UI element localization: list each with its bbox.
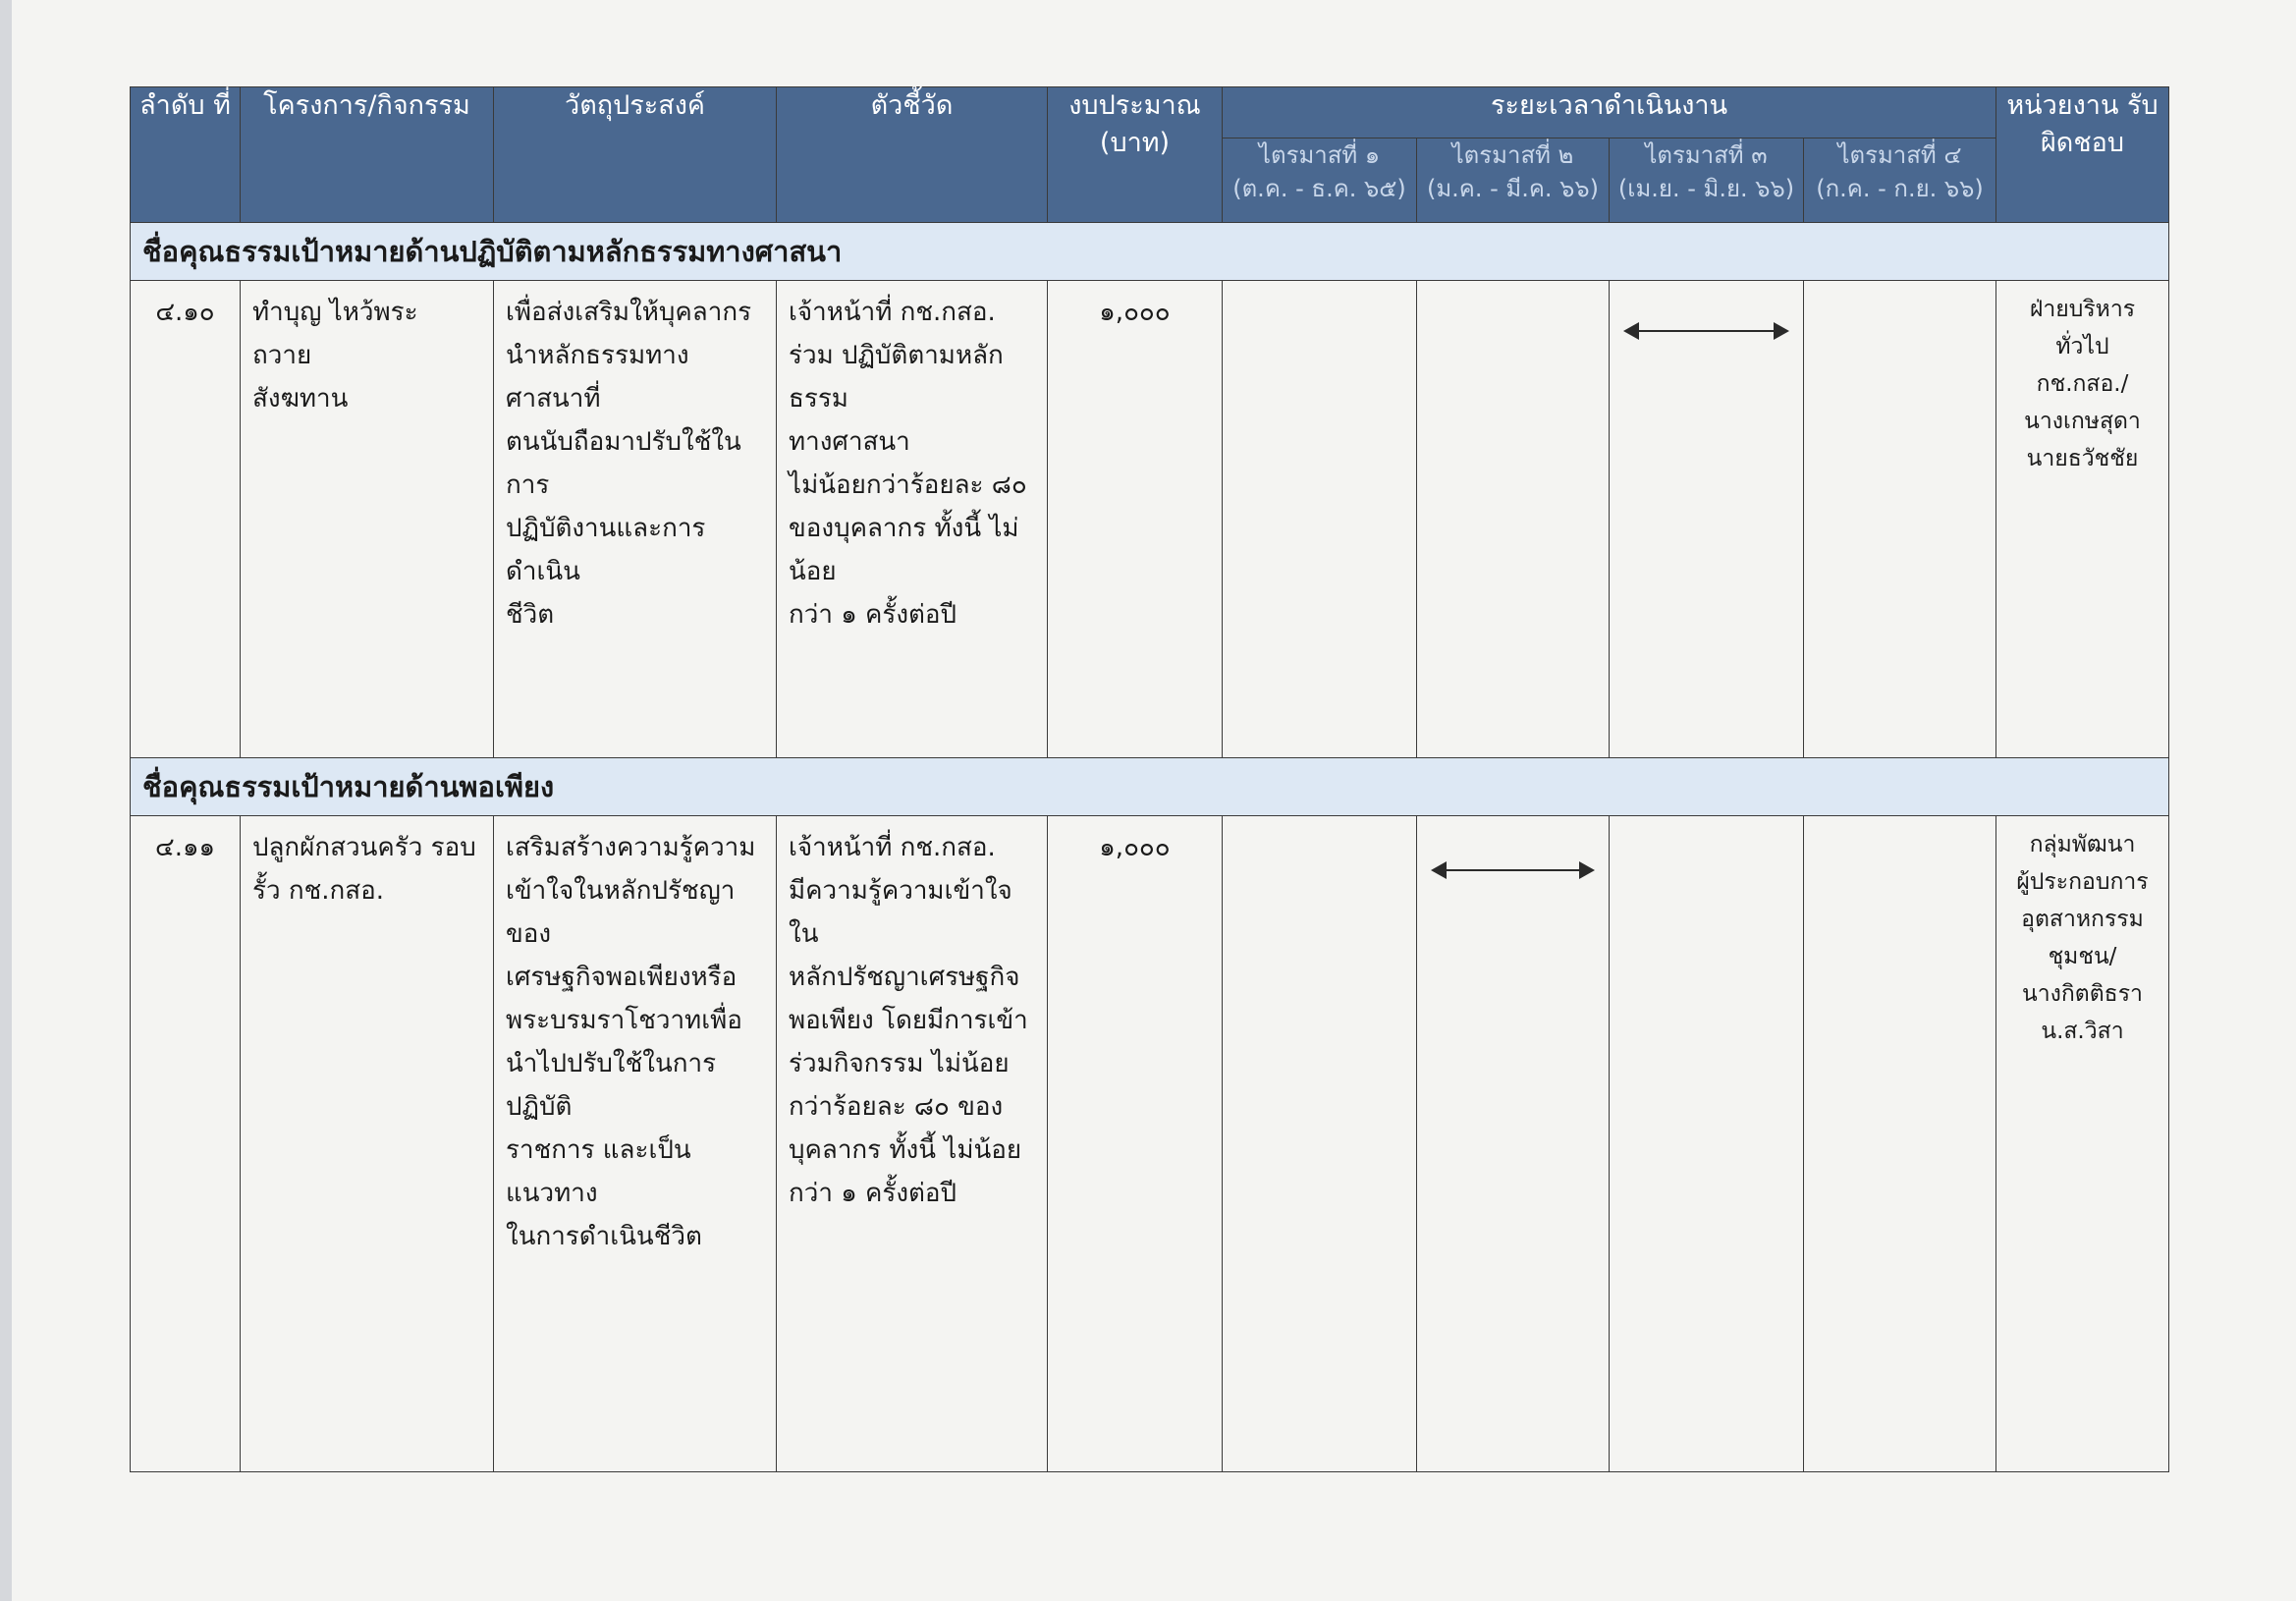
text-line: ตนนับถือมาปรับใช้ในการ — [506, 427, 741, 500]
quarter-1-range: (ต.ค. - ธ.ค. ๖๕) — [1232, 175, 1406, 202]
row-unit — [1996, 281, 2169, 758]
text-line: กว่าร้อยละ ๘๐ ของ — [789, 1092, 1004, 1122]
text-line: นายธวัชชัย — [2026, 446, 2139, 471]
text-line: เสริมสร้างความรู้ความ — [506, 833, 756, 862]
quarter-4-range: (ก.ค. - ก.ย. ๖๖) — [1816, 175, 1984, 202]
text-line: ผู้ประกอบการ — [2016, 869, 2149, 895]
header-no: ลำดับ ที่ — [131, 87, 241, 223]
text-line: ปลูกผักสวนครัว รอบ — [252, 833, 476, 862]
quarter-cell — [1610, 816, 1804, 1472]
text-line: กว่า ๑ ครั้งต่อปี — [789, 600, 957, 630]
timeline-arrow-icon — [1433, 869, 1593, 871]
text-line: เจ้าหน้าที่ กช.กสอ. — [789, 833, 996, 862]
text-line: มีความรู้ความเข้าใจใน — [789, 876, 1012, 949]
text-line: ร่วมกิจกรรม ไม่น้อย — [789, 1049, 1010, 1078]
text-line: เจ้าหน้าที่ กช.กสอ. — [789, 298, 996, 327]
row-budget: ๑,๐๐๐ — [1048, 281, 1223, 758]
row-project — [241, 281, 494, 758]
row-project — [241, 816, 494, 1472]
quarter-1-name: ไตรมาสที่ ๑ — [1258, 141, 1381, 169]
text-line: หลักปรัชญาเศรษฐกิจ — [789, 963, 1020, 992]
text-line: บุคลากร ทั้งนี้ ไม่น้อย — [789, 1135, 1022, 1165]
text-line: นำไปปรับใช้ในการปฏิบัติ — [506, 1049, 717, 1122]
text-line: นางกิตติธรา — [2022, 981, 2143, 1007]
table-row — [131, 281, 2169, 758]
text-line: น.ส.วิสา — [2041, 1019, 2124, 1044]
header-project: โครงการ/กิจกรรม — [241, 87, 494, 223]
text-line: ของบุคลากร ทั้งนี้ ไม่น้อย — [789, 514, 1019, 586]
quarter-cell — [1417, 281, 1610, 758]
header-indicator: ตัวชี้วัด — [777, 87, 1048, 223]
text-line: กช.กสอ./ — [2036, 371, 2129, 397]
header-quarter-2 — [1417, 138, 1610, 223]
row-no: ๔.๑๑ — [131, 816, 241, 1472]
quarter-cell — [1804, 816, 1996, 1472]
row-no: ๔.๑๐ — [131, 281, 241, 758]
row-indicator — [777, 816, 1048, 1472]
text-line: รั้ว กช.กสอ. — [252, 876, 384, 906]
section-title: ชื่อคุณธรรมเป้าหมายด้านปฏิบัติตามหลักธรรมทางศาสนา — [131, 223, 2169, 281]
row-indicator — [777, 281, 1048, 758]
row-budget: ๑,๐๐๐ — [1048, 816, 1223, 1472]
quarter-cell — [1223, 816, 1417, 1472]
text-line: กว่า ๑ ครั้งต่อปี — [789, 1179, 957, 1208]
quarter-cell — [1417, 816, 1610, 1472]
text-line: ในการดำเนินชีวิต — [506, 1222, 702, 1251]
quarter-2-name: ไตรมาสที่ ๒ — [1451, 141, 1574, 169]
text-line: เข้าใจในหลักปรัชญาของ — [506, 876, 736, 949]
section-title: ชื่อคุณธรรมเป้าหมายด้านพอเพียง — [131, 758, 2169, 816]
text-line: ทั่วไป — [2055, 334, 2109, 359]
text-line: เพื่อส่งเสริมให้บุคลากร — [506, 298, 752, 327]
text-line: นางเกษสุดา — [2024, 409, 2141, 434]
quarter-4-name: ไตรมาสที่ ๔ — [1837, 141, 1962, 169]
header-quarter-4 — [1804, 138, 1996, 223]
section-header — [131, 223, 2169, 281]
text-line: ฝ่ายบริหาร — [2029, 297, 2136, 322]
row-objective — [494, 281, 777, 758]
table-row — [131, 816, 2169, 1472]
text-line: ชุมชน/ — [2048, 944, 2117, 969]
text-line: นำหลักธรรมทางศาสนาที่ — [506, 341, 689, 414]
text-line: ทางศาสนา — [789, 427, 910, 457]
text-line: ราชการ และเป็นแนวทาง — [506, 1135, 691, 1208]
text-line: พระบรมราโชวาทเพื่อ — [506, 1006, 742, 1035]
row-objective — [494, 816, 777, 1472]
quarter-3-range: (เม.ย. - มิ.ย. ๖๖) — [1617, 175, 1795, 202]
text-line: เศรษฐกิจพอเพียงหรือ — [506, 963, 738, 992]
quarter-3-name: ไตรมาสที่ ๓ — [1645, 141, 1768, 169]
section-header — [131, 758, 2169, 816]
text-line: สังฆทาน — [252, 384, 349, 414]
text-line: กลุ่มพัฒนา — [2029, 832, 2136, 857]
header-budget: งบประมาณ (บาท) — [1048, 87, 1223, 223]
text-line: ทำบุญ ไหว้พระ ถวาย — [252, 298, 418, 370]
header-quarter-3 — [1610, 138, 1804, 223]
quarter-2-range: (ม.ค. - มี.ค. ๖๖) — [1426, 175, 1599, 202]
text-line: ไม่น้อยกว่าร้อยละ ๘๐ — [789, 470, 1027, 500]
header-objective: วัตถุประสงค์ — [494, 87, 777, 223]
text-line: อุตสาหกรรม — [2021, 907, 2144, 932]
table-header — [131, 87, 2169, 223]
quarter-cell — [1804, 281, 1996, 758]
quarter-cell — [1610, 281, 1804, 758]
timeline-arrow-icon — [1625, 330, 1787, 332]
header-period: ระยะเวลาดำเนินงาน — [1223, 87, 1996, 138]
text-line: ชีวิต — [506, 600, 555, 630]
header-quarter-1 — [1223, 138, 1417, 223]
header-unit: หน่วยงาน รับผิดชอบ — [1996, 87, 2169, 223]
plan-table — [130, 86, 2169, 1472]
quarter-cell — [1223, 281, 1417, 758]
page-edge — [0, 0, 12, 1601]
text-line: พอเพียง โดยมีการเข้า — [789, 1006, 1028, 1035]
text-line: ปฏิบัติงานและการดำเนิน — [506, 514, 706, 586]
row-unit — [1996, 816, 2169, 1472]
text-line: ร่วม ปฏิบัติตามหลักธรรม — [789, 341, 1004, 414]
